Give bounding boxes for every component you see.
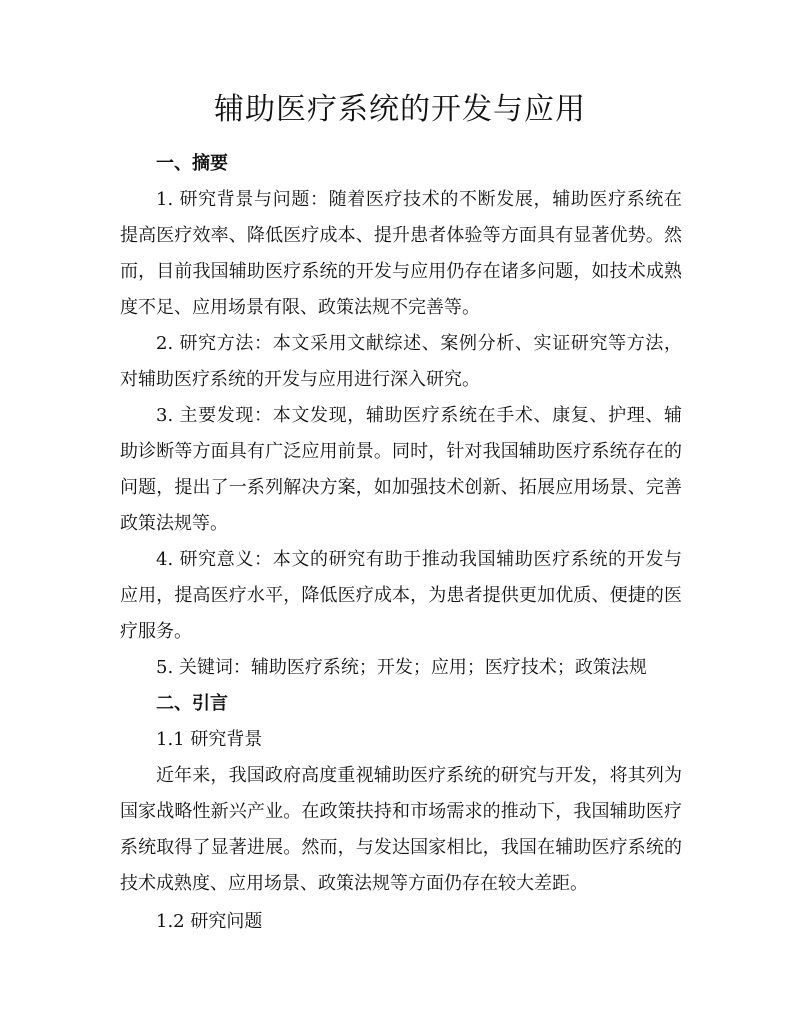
abstract-paragraph-method: 2. 研究方法：本文采用文献综述、案例分析、实证研究等方法，对辅助医疗系统的开发与应用进行深入研究。	[120, 333, 682, 390]
section-heading-abstract: 一、摘要	[156, 153, 228, 174]
abstract-paragraph-significance: 4. 研究意义：本文的研究有助于推动我国辅助医疗系统的开发与应用，提高医疗水平，降低医疗成本，为患者提供更加优质、便捷的医疗服务。	[120, 549, 682, 642]
document-body	[120, 146, 682, 940]
subsection-heading-question: 1.2 研究问题	[156, 911, 263, 932]
document-title: 辅助医疗系统的开发与应用	[214, 92, 586, 127]
subsection-heading-background: 1.1 研究背景	[156, 729, 263, 750]
abstract-paragraph-findings: 3. 主要发现：本文发现，辅助医疗系统在手术、康复、护理、辅助诊断等方面具有广泛应用前景。同时，针对我国辅助医疗系统存在的问题，提出了一系列解决方案，如加强技术创新、拓展应用场景、完善政策法规等。	[120, 405, 682, 534]
introduction-paragraph-background: 近年来，我国政府高度重视辅助医疗系统的研究与开发，将其列为国家战略性新兴产业。在政策扶持和市场需求的推动下，我国辅助医疗系统取得了显著进展。然而，与发达国家相比，我国在辅助医疗系统的技术成熟度、应用场景、政策法规等方面仍存在较大差距。	[120, 765, 682, 894]
section-heading-introduction: 二、引言	[156, 693, 228, 714]
abstract-paragraph-keywords: 5. 关键词：辅助医疗系统；开发；应用；医疗技术；政策法规	[156, 657, 647, 678]
abstract-paragraph-background: 1. 研究背景与问题：随着医疗技术的不断发展，辅助医疗系统在提高医疗效率、降低医疗成本、提升患者体验等方面具有显著优势。然而，目前我国辅助医疗系统的开发与应用仍存在诸多问题，如技术成熟度不足、应用场景有限、政策法规不完善等。	[120, 189, 682, 318]
